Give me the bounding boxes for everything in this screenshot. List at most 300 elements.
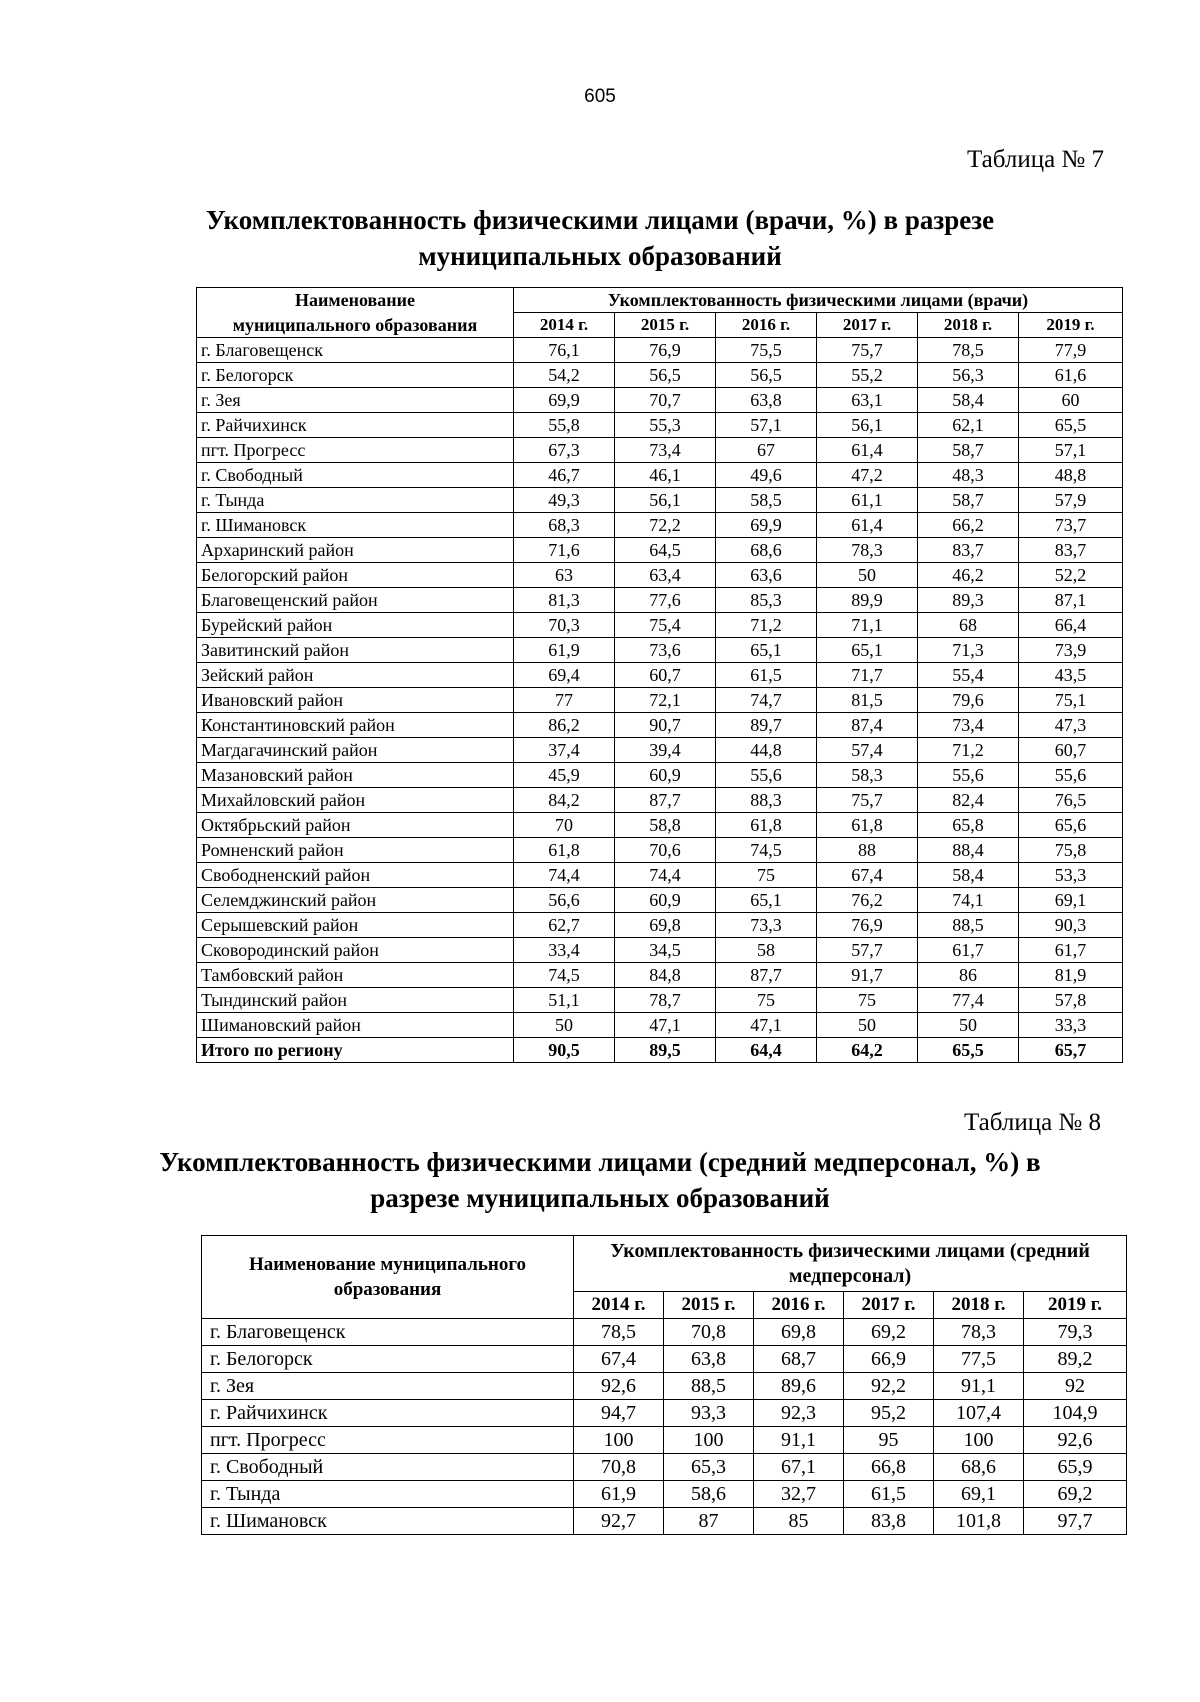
- table8-title: [0, 1144, 1200, 1216]
- value-cell: 70,8: [664, 1319, 754, 1346]
- row-name-cell: г. Зея: [197, 388, 514, 413]
- total-value-cell: 64,2: [817, 1038, 918, 1063]
- value-cell: 89,9: [817, 588, 918, 613]
- total-value-cell: 65,5: [918, 1038, 1019, 1063]
- table-row: [197, 563, 1123, 588]
- value-cell: 69,2: [844, 1319, 934, 1346]
- value-cell: 75,7: [817, 338, 918, 363]
- table8-title-line2: разрезе муниципальных образований: [370, 1183, 830, 1213]
- value-cell: 73,4: [918, 713, 1019, 738]
- value-cell: 57,9: [1019, 488, 1123, 513]
- value-cell: 47,1: [716, 1013, 817, 1038]
- value-cell: 73,3: [716, 913, 817, 938]
- value-cell: 61,7: [1019, 938, 1123, 963]
- row-name-cell: г. Свободный: [197, 463, 514, 488]
- table8-year-2015: 2015 г.: [664, 1292, 754, 1319]
- value-cell: 100: [934, 1427, 1024, 1454]
- value-cell: 61,7: [918, 938, 1019, 963]
- value-cell: 74,5: [716, 838, 817, 863]
- table7-caption: Таблица № 7: [967, 146, 1105, 173]
- row-name-cell: Магдагачинский район: [197, 738, 514, 763]
- row-name-cell: Ивановский район: [197, 688, 514, 713]
- table7: [196, 287, 1123, 1063]
- value-cell: 34,5: [615, 938, 716, 963]
- value-cell: 76,9: [817, 913, 918, 938]
- value-cell: 89,7: [716, 713, 817, 738]
- table-row: [197, 863, 1123, 888]
- table8-body: [202, 1319, 1127, 1535]
- value-cell: 55,8: [514, 413, 615, 438]
- value-cell: 82,4: [918, 788, 1019, 813]
- table-row: [197, 988, 1123, 1013]
- value-cell: 89,3: [918, 588, 1019, 613]
- value-cell: 66,4: [1019, 613, 1123, 638]
- value-cell: 61,9: [574, 1481, 664, 1508]
- value-cell: 55,2: [817, 363, 918, 388]
- value-cell: 83,7: [1019, 538, 1123, 563]
- row-name-cell: Шимановский район: [197, 1013, 514, 1038]
- value-cell: 60: [1019, 388, 1123, 413]
- value-cell: 104,9: [1024, 1400, 1127, 1427]
- row-name-cell: пгт. Прогресс: [202, 1427, 574, 1454]
- value-cell: 52,2: [1019, 563, 1123, 588]
- table-row: [197, 413, 1123, 438]
- value-cell: 63,4: [615, 563, 716, 588]
- value-cell: 56,6: [514, 888, 615, 913]
- value-cell: 63,6: [716, 563, 817, 588]
- value-cell: 51,1: [514, 988, 615, 1013]
- table-row: [197, 713, 1123, 738]
- table-row: [197, 1013, 1123, 1038]
- row-name-cell: г. Райчихинск: [197, 413, 514, 438]
- total-value-cell: 65,7: [1019, 1038, 1123, 1063]
- value-cell: 62,7: [514, 913, 615, 938]
- value-cell: 74,5: [514, 963, 615, 988]
- table-row: [202, 1346, 1127, 1373]
- total-value-cell: 89,5: [615, 1038, 716, 1063]
- table-row: [197, 513, 1123, 538]
- value-cell: 63: [514, 563, 615, 588]
- value-cell: 56,1: [817, 413, 918, 438]
- value-cell: 61,4: [817, 513, 918, 538]
- table-row: [197, 788, 1123, 813]
- table-row: [197, 463, 1123, 488]
- value-cell: 100: [574, 1427, 664, 1454]
- value-cell: 78,3: [817, 538, 918, 563]
- value-cell: 68,6: [934, 1454, 1024, 1481]
- value-cell: 70: [514, 813, 615, 838]
- value-cell: 75: [716, 863, 817, 888]
- value-cell: 92: [1024, 1373, 1127, 1400]
- value-cell: 87,7: [716, 963, 817, 988]
- value-cell: 86,2: [514, 713, 615, 738]
- value-cell: 37,4: [514, 738, 615, 763]
- value-cell: 101,8: [934, 1508, 1024, 1535]
- row-name-cell: Тындинский район: [197, 988, 514, 1013]
- value-cell: 90,3: [1019, 913, 1123, 938]
- value-cell: 50: [817, 563, 918, 588]
- value-cell: 61,8: [514, 838, 615, 863]
- value-cell: 76,1: [514, 338, 615, 363]
- value-cell: 78,5: [918, 338, 1019, 363]
- value-cell: 58: [716, 938, 817, 963]
- value-cell: 66,9: [844, 1346, 934, 1373]
- value-cell: 65,1: [716, 638, 817, 663]
- value-cell: 58,4: [918, 388, 1019, 413]
- value-cell: 56,5: [615, 363, 716, 388]
- value-cell: 47,2: [817, 463, 918, 488]
- value-cell: 39,4: [615, 738, 716, 763]
- table8-year-2017: 2017 г.: [844, 1292, 934, 1319]
- page-number: 605: [584, 86, 616, 107]
- value-cell: 75,1: [1019, 688, 1123, 713]
- value-cell: 73,9: [1019, 638, 1123, 663]
- value-cell: 60,7: [615, 663, 716, 688]
- table7-year-2016: 2016 г.: [716, 313, 817, 338]
- value-cell: 65,3: [664, 1454, 754, 1481]
- value-cell: 75,4: [615, 613, 716, 638]
- row-name-cell: Серышевский район: [197, 913, 514, 938]
- value-cell: 63,8: [664, 1346, 754, 1373]
- value-cell: 67,3: [514, 438, 615, 463]
- row-name-cell: г. Тында: [202, 1481, 574, 1508]
- table7-header: [197, 288, 1123, 338]
- value-cell: 56,1: [615, 488, 716, 513]
- row-name-cell: г. Зея: [202, 1373, 574, 1400]
- value-cell: 67,1: [754, 1454, 844, 1481]
- value-cell: 63,8: [716, 388, 817, 413]
- value-cell: 91,7: [817, 963, 918, 988]
- value-cell: 95: [844, 1427, 934, 1454]
- value-cell: 100: [664, 1427, 754, 1454]
- value-cell: 54,2: [514, 363, 615, 388]
- value-cell: 74,4: [514, 863, 615, 888]
- table7-year-2014: 2014 г.: [514, 313, 615, 338]
- table7-year-2017: 2017 г.: [817, 313, 918, 338]
- table-row: [197, 663, 1123, 688]
- table-row: [197, 538, 1123, 563]
- value-cell: 58,5: [716, 488, 817, 513]
- value-cell: 61,8: [817, 813, 918, 838]
- value-cell: 58,3: [817, 763, 918, 788]
- value-cell: 33,3: [1019, 1013, 1123, 1038]
- value-cell: 61,1: [817, 488, 918, 513]
- value-cell: 66,2: [918, 513, 1019, 538]
- row-name-cell: Михайловский район: [197, 788, 514, 813]
- table-row: [197, 388, 1123, 413]
- value-cell: 50: [918, 1013, 1019, 1038]
- value-cell: 75: [716, 988, 817, 1013]
- value-cell: 88,4: [918, 838, 1019, 863]
- row-name-cell: г. Белогорск: [202, 1346, 574, 1373]
- value-cell: 33,4: [514, 938, 615, 963]
- table-row: [197, 738, 1123, 763]
- row-name-cell: г. Тында: [197, 488, 514, 513]
- value-cell: 83,7: [918, 538, 1019, 563]
- row-name-cell: пгт. Прогресс: [197, 438, 514, 463]
- value-cell: 69,9: [716, 513, 817, 538]
- table-row: [202, 1400, 1127, 1427]
- value-cell: 65,1: [716, 888, 817, 913]
- table-row: [202, 1508, 1127, 1535]
- value-cell: 67,4: [817, 863, 918, 888]
- value-cell: 92,6: [574, 1373, 664, 1400]
- value-cell: 69,8: [615, 913, 716, 938]
- value-cell: 55,6: [1019, 763, 1123, 788]
- value-cell: 95,2: [844, 1400, 934, 1427]
- value-cell: 87,1: [1019, 588, 1123, 613]
- value-cell: 50: [514, 1013, 615, 1038]
- table-row: [197, 688, 1123, 713]
- table8-year-2014: 2014 г.: [574, 1292, 664, 1319]
- row-name-cell: Тамбовский район: [197, 963, 514, 988]
- value-cell: 62,1: [918, 413, 1019, 438]
- row-name-cell: г. Благовещенск: [202, 1319, 574, 1346]
- value-cell: 79,6: [918, 688, 1019, 713]
- value-cell: 69,1: [934, 1481, 1024, 1508]
- value-cell: 86: [918, 963, 1019, 988]
- value-cell: 46,1: [615, 463, 716, 488]
- value-cell: 68,3: [514, 513, 615, 538]
- value-cell: 76,5: [1019, 788, 1123, 813]
- value-cell: 107,4: [934, 1400, 1024, 1427]
- value-cell: 65,5: [1019, 413, 1123, 438]
- value-cell: 58,8: [615, 813, 716, 838]
- table8-header: [202, 1236, 1127, 1319]
- value-cell: 47,1: [615, 1013, 716, 1038]
- value-cell: 88,5: [918, 913, 1019, 938]
- table-row: [197, 613, 1123, 638]
- value-cell: 58,6: [664, 1481, 754, 1508]
- value-cell: 60,9: [615, 763, 716, 788]
- value-cell: 47,3: [1019, 713, 1123, 738]
- value-cell: 67,4: [574, 1346, 664, 1373]
- value-cell: 55,3: [615, 413, 716, 438]
- value-cell: 74,4: [615, 863, 716, 888]
- row-name-cell: Свободненский район: [197, 863, 514, 888]
- value-cell: 55,6: [918, 763, 1019, 788]
- value-cell: 88: [817, 838, 918, 863]
- value-cell: 73,7: [1019, 513, 1123, 538]
- value-cell: 68,7: [754, 1346, 844, 1373]
- value-cell: 44,8: [716, 738, 817, 763]
- value-cell: 66,8: [844, 1454, 934, 1481]
- total-name-cell: Итого по региону: [197, 1038, 514, 1063]
- total-row: [197, 1038, 1123, 1063]
- value-cell: 50: [817, 1013, 918, 1038]
- table8-header-group: Укомплектованность физическими лицами (средний медперсонал): [574, 1236, 1127, 1292]
- value-cell: 69,2: [1024, 1481, 1127, 1508]
- value-cell: 84,8: [615, 963, 716, 988]
- value-cell: 92,7: [574, 1508, 664, 1535]
- value-cell: 88,3: [716, 788, 817, 813]
- table-row: [197, 838, 1123, 863]
- table-row: [197, 913, 1123, 938]
- value-cell: 65,6: [1019, 813, 1123, 838]
- table7-year-2015: 2015 г.: [615, 313, 716, 338]
- value-cell: 70,6: [615, 838, 716, 863]
- value-cell: 87: [664, 1508, 754, 1535]
- value-cell: 73,4: [615, 438, 716, 463]
- table-row: [197, 963, 1123, 988]
- value-cell: 49,3: [514, 488, 615, 513]
- value-cell: 68: [918, 613, 1019, 638]
- value-cell: 87,4: [817, 713, 918, 738]
- value-cell: 78,5: [574, 1319, 664, 1346]
- value-cell: 32,7: [754, 1481, 844, 1508]
- value-cell: 55,4: [918, 663, 1019, 688]
- value-cell: 61,5: [844, 1481, 934, 1508]
- table7-title: [0, 202, 1200, 274]
- value-cell: 75: [817, 988, 918, 1013]
- row-name-cell: г. Шимановск: [197, 513, 514, 538]
- table-row: [197, 938, 1123, 963]
- value-cell: 68,6: [716, 538, 817, 563]
- row-name-cell: г. Шимановск: [202, 1508, 574, 1535]
- value-cell: 58,7: [918, 438, 1019, 463]
- value-cell: 71,2: [716, 613, 817, 638]
- value-cell: 58,4: [918, 863, 1019, 888]
- table-row: [197, 588, 1123, 613]
- value-cell: 75,8: [1019, 838, 1123, 863]
- table7-header-name-line2: муниципального образования: [197, 313, 514, 338]
- value-cell: 94,7: [574, 1400, 664, 1427]
- table8-header-row-1: [202, 1236, 1127, 1292]
- table-row: [197, 813, 1123, 838]
- value-cell: 72,1: [615, 688, 716, 713]
- value-cell: 49,6: [716, 463, 817, 488]
- value-cell: 61,5: [716, 663, 817, 688]
- table8-year-2016: 2016 г.: [754, 1292, 844, 1319]
- total-value-cell: 90,5: [514, 1038, 615, 1063]
- value-cell: 79,3: [1024, 1319, 1127, 1346]
- row-name-cell: Константиновский район: [197, 713, 514, 738]
- value-cell: 75,7: [817, 788, 918, 813]
- value-cell: 97,7: [1024, 1508, 1127, 1535]
- value-cell: 61,6: [1019, 363, 1123, 388]
- table7-body: [197, 338, 1123, 1063]
- value-cell: 56,5: [716, 363, 817, 388]
- value-cell: 92,2: [844, 1373, 934, 1400]
- row-name-cell: г. Свободный: [202, 1454, 574, 1481]
- table7-title-line1: Укомплектованность физическими лицами (врачи, %) в разрезе: [205, 205, 995, 235]
- value-cell: 60,7: [1019, 738, 1123, 763]
- value-cell: 57,8: [1019, 988, 1123, 1013]
- table8: [201, 1235, 1127, 1535]
- value-cell: 78,3: [934, 1319, 1024, 1346]
- table8-header-name: Наименование муниципального образования: [202, 1236, 574, 1319]
- table7-year-2018: 2018 г.: [918, 313, 1019, 338]
- value-cell: 61,8: [716, 813, 817, 838]
- value-cell: 61,9: [514, 638, 615, 663]
- value-cell: 77: [514, 688, 615, 713]
- value-cell: 63,1: [817, 388, 918, 413]
- table7-header-group: Укомплектованность физическими лицами (врачи): [514, 288, 1123, 313]
- value-cell: 69,9: [514, 388, 615, 413]
- row-name-cell: г. Райчихинск: [202, 1400, 574, 1427]
- value-cell: 69,1: [1019, 888, 1123, 913]
- value-cell: 60,9: [615, 888, 716, 913]
- table-row: [202, 1481, 1127, 1508]
- row-name-cell: Бурейский район: [197, 613, 514, 638]
- table-row: [202, 1373, 1127, 1400]
- value-cell: 58,7: [918, 488, 1019, 513]
- row-name-cell: Октябрьский район: [197, 813, 514, 838]
- table-row: [197, 338, 1123, 363]
- value-cell: 45,9: [514, 763, 615, 788]
- row-name-cell: Благовещенский район: [197, 588, 514, 613]
- value-cell: 77,9: [1019, 338, 1123, 363]
- value-cell: 76,9: [615, 338, 716, 363]
- row-name-cell: Мазановский район: [197, 763, 514, 788]
- value-cell: 57,7: [817, 938, 918, 963]
- value-cell: 77,6: [615, 588, 716, 613]
- table8-year-2019: 2019 г.: [1024, 1292, 1127, 1319]
- row-name-cell: Архаринский район: [197, 538, 514, 563]
- table7-year-2019: 2019 г.: [1019, 313, 1123, 338]
- row-name-cell: Ромненский район: [197, 838, 514, 863]
- value-cell: 46,2: [918, 563, 1019, 588]
- value-cell: 74,1: [918, 888, 1019, 913]
- value-cell: 70,3: [514, 613, 615, 638]
- table-row: [202, 1427, 1127, 1454]
- value-cell: 77,4: [918, 988, 1019, 1013]
- value-cell: 85,3: [716, 588, 817, 613]
- value-cell: 57,1: [1019, 438, 1123, 463]
- value-cell: 57,1: [716, 413, 817, 438]
- value-cell: 91,1: [934, 1373, 1024, 1400]
- value-cell: 55,6: [716, 763, 817, 788]
- row-name-cell: Белогорский район: [197, 563, 514, 588]
- value-cell: 81,5: [817, 688, 918, 713]
- value-cell: 65,9: [1024, 1454, 1127, 1481]
- value-cell: 85: [754, 1508, 844, 1535]
- value-cell: 76,2: [817, 888, 918, 913]
- value-cell: 46,7: [514, 463, 615, 488]
- value-cell: 88,5: [664, 1373, 754, 1400]
- value-cell: 48,3: [918, 463, 1019, 488]
- value-cell: 81,3: [514, 588, 615, 613]
- value-cell: 67: [716, 438, 817, 463]
- value-cell: 70,8: [574, 1454, 664, 1481]
- value-cell: 92,6: [1024, 1427, 1127, 1454]
- value-cell: 43,5: [1019, 663, 1123, 688]
- value-cell: 65,8: [918, 813, 1019, 838]
- value-cell: 90,7: [615, 713, 716, 738]
- table8-title-line1: Укомплектованность физическими лицами (средний медперсонал, %) в: [159, 1147, 1041, 1177]
- value-cell: 89,2: [1024, 1346, 1127, 1373]
- value-cell: 69,8: [754, 1319, 844, 1346]
- table-row: [197, 763, 1123, 788]
- value-cell: 75,5: [716, 338, 817, 363]
- value-cell: 81,9: [1019, 963, 1123, 988]
- table7-header-name-line1: Наименование: [197, 288, 514, 313]
- value-cell: 77,5: [934, 1346, 1024, 1373]
- value-cell: 71,1: [817, 613, 918, 638]
- value-cell: 92,3: [754, 1400, 844, 1427]
- table-row: [197, 638, 1123, 663]
- value-cell: 89,6: [754, 1373, 844, 1400]
- table7-header-row-1: [197, 288, 1123, 313]
- row-name-cell: г. Белогорск: [197, 363, 514, 388]
- value-cell: 61,4: [817, 438, 918, 463]
- row-name-cell: Зейский район: [197, 663, 514, 688]
- table-row: [197, 363, 1123, 388]
- total-value-cell: 64,4: [716, 1038, 817, 1063]
- table8-year-2018: 2018 г.: [934, 1292, 1024, 1319]
- value-cell: 71,7: [817, 663, 918, 688]
- value-cell: 71,2: [918, 738, 1019, 763]
